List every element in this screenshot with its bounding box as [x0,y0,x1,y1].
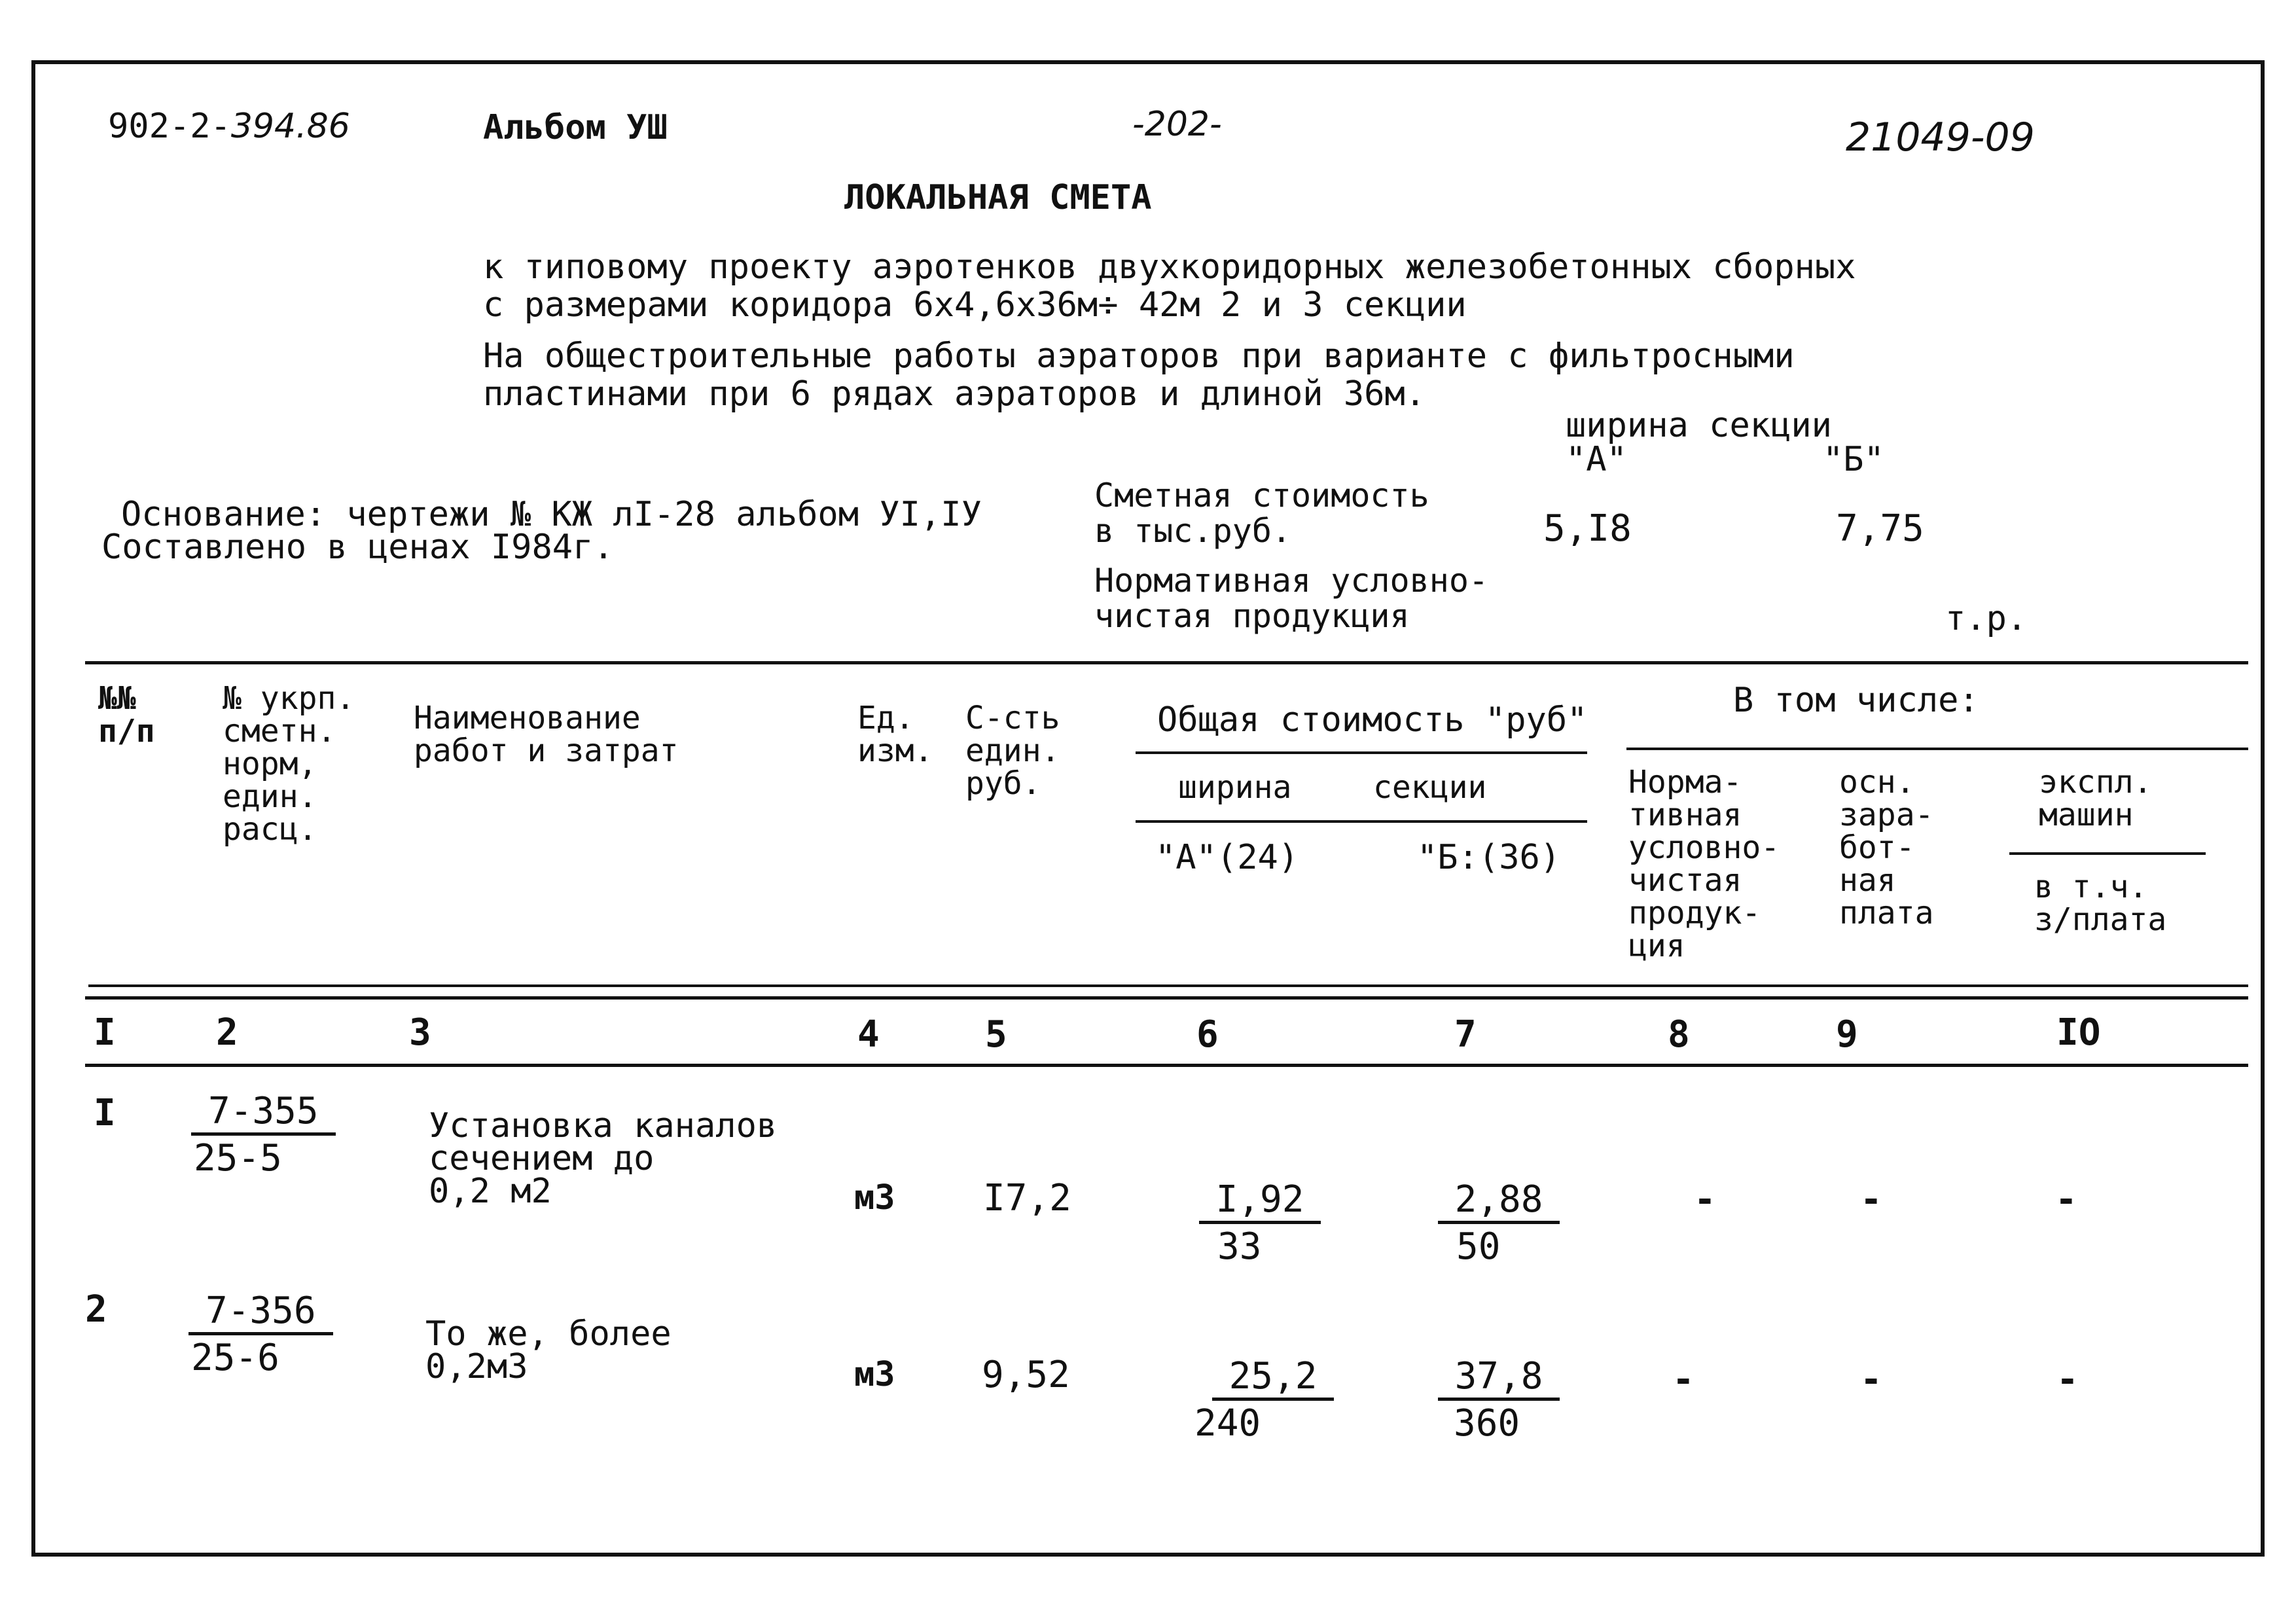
section-b-label: "Б" [1823,440,1884,479]
col-number-3: 3 [409,1011,431,1054]
total-cost-rule [1136,751,1587,754]
row-2-norm-code [188,1290,333,1381]
header-unit-cost: С-сть един. руб. [965,700,1060,802]
estimate-cost-label: Сметная стоимость в тыс.руб. [1094,477,1429,550]
section-width-label: ширина секции [1566,406,1832,445]
row-1-code-top: 7-355 [191,1092,336,1136]
normative-product-unit: т.р. [1945,599,2028,638]
header-normative-product: Норма- тивная условно- чистая продук- ция [1628,764,1780,964]
col-number-2: 2 [216,1011,238,1054]
row-2-unit: м3 [854,1355,895,1394]
header-including: В том числе: [1733,681,1979,720]
header-bottom-rule [88,984,2248,987]
row-1-machines: - [2055,1178,2077,1221]
scope-line-2: пластинами при 6 рядах аэраторов и длиной 36м. [483,374,1426,414]
header-section-b36: "Б:(36) [1417,838,1561,877]
header-norm-code: № укрп. сметн. норм, един. расц. [223,680,355,848]
machines-rule [2009,852,2206,855]
col-number-10: IO [2056,1011,2101,1054]
estimate-cost-b: 7,75 [1836,507,1924,550]
row-2-cost-a-top: 25,2 [1212,1357,1335,1401]
header-unit: Ед. изм. [857,700,933,769]
row-2-cost-a-bottom: 240 [1194,1402,1261,1445]
row-1-normative-product: - [1694,1178,1716,1221]
row-1-cost-a [1191,1178,1329,1270]
estimate-cost-a: 5,I8 [1543,507,1632,550]
table-top-rule [85,661,2248,664]
row-1-work-name: Установка каналов сечением до 0,2 м2 [429,1106,778,1211]
project-code-handwritten: 394.86 [230,107,350,146]
row-2-number: 2 [85,1288,107,1331]
row-1-number: I [94,1092,116,1134]
incl-rule [1626,748,2248,750]
normative-product-label: Нормативная условно- чистая продукция [1094,562,1489,635]
header-width-word: ширина [1178,769,1292,806]
header-base-salary: осн. зара- бот- ная плата [1839,764,1934,931]
header-work-name: Наименование работ и затрат [414,700,679,769]
row-1-cost-b-bottom: 50 [1456,1225,1501,1268]
row-2-machines: - [2056,1358,2079,1401]
row-2-work-name: То же, более 0,2м3 [425,1314,672,1386]
row-2-normative-product: - [1672,1358,1695,1401]
page-number: -202- [1132,105,1222,144]
row-2-cost-b-top: 37,8 [1438,1357,1560,1401]
header-machines-salary: в т.ч. з/плата [2034,869,2167,938]
header-machines: экспл. машин [2039,764,2153,833]
scope-line-1: На общестроительные работы аэраторов при варианте с фильтросными [483,336,1795,376]
row-1-cost-b [1430,1178,1568,1270]
header-section-a24: "А"(24) [1155,838,1299,877]
section-a-label: "А" [1566,440,1627,479]
header-row-number: №№ п/п [98,680,155,749]
row-1-cost-a-bottom: 33 [1217,1225,1262,1268]
row-1-unit-cost: I7,2 [983,1177,1071,1219]
header-bottom-rule-2 [85,996,2248,1000]
col-number-6: 6 [1196,1013,1219,1056]
row-2-base-salary: - [1860,1358,1882,1401]
row-1-code-bottom: 25-5 [194,1137,282,1180]
project-code-printed: 902-2- [108,107,231,146]
row-2-unit-cost: 9,52 [982,1354,1070,1396]
project-code [108,107,350,146]
row-2-cost-b [1430,1355,1568,1447]
album-label: Альбом УШ [483,108,668,147]
row-1-base-salary: - [1860,1178,1882,1221]
row-2-code-bottom: 25-6 [191,1337,279,1379]
col-number-4: 4 [857,1013,880,1056]
width-section-rule [1136,820,1587,823]
subtitle-line-2: с размерами коридора 6х4,6х36м÷ 42м 2 и 3 секции [483,285,1467,325]
header-section-word: секции [1373,769,1487,806]
row-1-norm-code [191,1090,336,1182]
row-1-cost-b-top: 2,88 [1438,1180,1560,1224]
col-number-9: 9 [1836,1013,1858,1056]
col-number-7: 7 [1454,1013,1477,1056]
basis-line-1: Основание: чертежи № КЖ лI-28 альбом УI,IУ [121,495,982,534]
basis-line-2: Составлено в ценах I984г. [101,528,614,567]
row-2-cost-b-bottom: 360 [1454,1402,1520,1445]
subtitle-line-1: к типовому проекту аэротенков двухкоридорных железобетонных сборных [483,247,1856,287]
document-number: 21049-09 [1846,115,2035,160]
col-number-1: I [94,1011,116,1054]
row-1-cost-a-top: I,92 [1199,1180,1321,1224]
row-2-code-top: 7-356 [188,1291,333,1335]
col-numbers-rule [85,1064,2248,1067]
page-title: ЛОКАЛЬНАЯ СМЕТА [844,178,1152,217]
row-2-cost-a [1194,1355,1352,1447]
col-number-8: 8 [1668,1013,1690,1056]
header-total-cost: Общая стоимость "руб" [1157,700,1588,740]
row-1-unit: м3 [854,1178,895,1218]
col-number-5: 5 [985,1013,1007,1056]
